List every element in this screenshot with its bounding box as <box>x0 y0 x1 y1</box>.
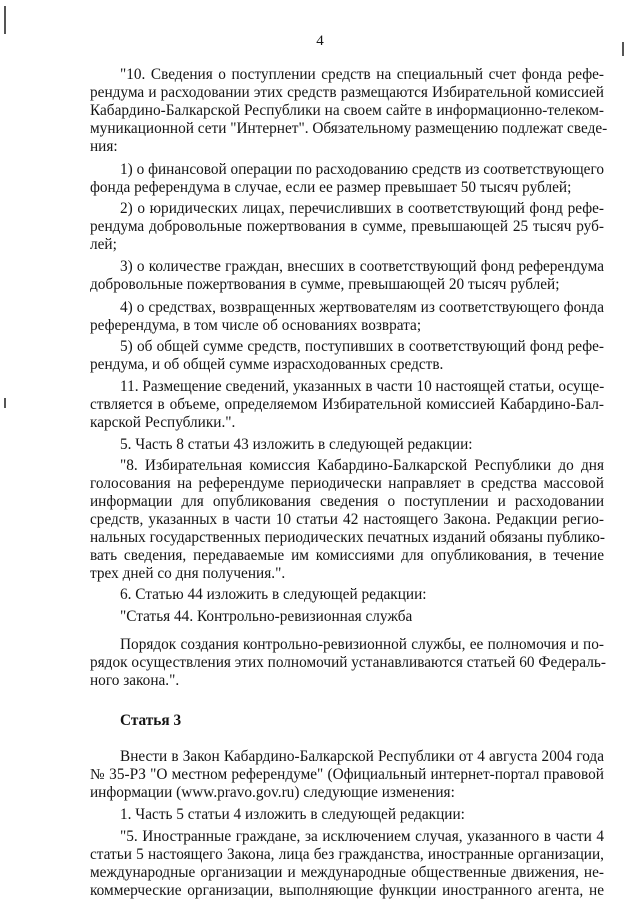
text-line: фонда референдума в случае, если ее размер превышает 50 тысяч рублей; <box>90 179 572 196</box>
text-line: голосования на референдуме периодически направляет в средства массовой <box>90 475 604 492</box>
text-line: статьи 5 настоящего Закона, лица без гражданства, иностранные организации, <box>90 846 604 863</box>
text-line: "Статья 44. Контрольно-ревизионная служба <box>120 608 413 625</box>
scan-edge-mark <box>4 398 6 408</box>
text-line: "10. Сведения о поступлении средств на специальный счет фонда рефе- <box>120 66 604 83</box>
text-line: коммерческие организации, выполняющие функции иностранного агента, не <box>90 882 604 899</box>
text-line: референдума, в том числе об основаниях возврата; <box>90 317 422 334</box>
text-line: "5. Иностранные граждане, за исключением случая, указанного в части 4 <box>120 828 604 845</box>
text-line: 1) о финансовой операции по расходованию средств из соответствующего <box>120 161 604 178</box>
scan-edge-mark <box>4 6 6 34</box>
text-line: рендума и расходовании этих средств размещаются Избирательной комиссией <box>90 84 604 101</box>
text-line: муникационной сети "Интернет". Обязательному размещению подлежат сведе- <box>90 120 608 137</box>
section-heading: Статья 3 <box>120 712 182 729</box>
text-line: ствляется в объеме, определяемом Избирательной комиссией Кабардино-Бал- <box>90 396 604 413</box>
text-line: ния: <box>90 138 118 155</box>
text-line: средств, указанных в части 10 статьи 42 настоящего Закона. Редакции регио- <box>90 511 604 528</box>
text-line: рядок осуществления этих полномочий устанавливаются статьей 60 Федераль- <box>90 654 606 671</box>
text-line: лей; <box>90 236 117 253</box>
scan-edge-mark <box>622 42 624 56</box>
text-line: 5. Часть 8 статьи 43 изложить в следующей редакции: <box>120 436 473 453</box>
text-line: 1. Часть 5 статьи 4 изложить в следующей редакции: <box>120 806 465 823</box>
text-line: ного закона.". <box>90 672 180 689</box>
text-line: 4) о средствах, возвращенных жертвователям из соответствующего фонда <box>120 299 604 316</box>
text-line: 3) о количестве граждан, внесших в соответствующий фонд референдума <box>120 258 604 275</box>
text-line: 5) об общей сумме средств, поступивших в соответствующий фонд рефе- <box>120 338 604 355</box>
text-line: рендума добровольные пожертвования в сумме, превышающей 25 тысяч руб- <box>90 218 604 235</box>
text-line: трех дней со дня получения.". <box>90 565 286 582</box>
text-line: № 35-РЗ "О местном референдуме" (Официальный интернет-портал правовой <box>90 766 604 783</box>
text-line: 11. Размещение сведений, указанных в части 10 настоящей статьи, осуще- <box>120 378 605 395</box>
text-line: Внести в Закон Кабардино-Балкарской Республики от 4 августа 2004 года <box>120 748 604 765</box>
page-number: 4 <box>316 33 324 49</box>
text-line: информации для опубликования сведения о поступлении и расходовании <box>90 493 604 510</box>
text-line: 2) о юридических лицах, перечисливших в соответствующий фонд рефе- <box>120 200 604 217</box>
text-line: международные организации и международные общественные движения, не- <box>90 864 604 881</box>
text-line: Порядок создания контрольно-ревизионной службы, ее полномочия и по- <box>120 636 604 653</box>
text-line: карской Республики.". <box>90 414 236 431</box>
text-line: вать сведения, передаваемые им комиссиями для опубликования, в течение <box>90 547 604 564</box>
text-line: добровольные пожертвования в сумме, превышающей 20 тысяч рублей; <box>90 276 560 293</box>
text-line: "8. Избирательная комиссия Кабардино-Балкарской Республики до дня <box>120 457 604 474</box>
text-line: Кабардино-Балкарской Республики на своем сайте в информационно-телеком- <box>90 102 604 119</box>
text-line: рендума, и об общей сумме израсходованных средств. <box>90 356 444 373</box>
text-line: 6. Статью 44 изложить в следующей редакции: <box>120 586 427 603</box>
text-line: информации (www.pravo.gov.ru) следующие изменения: <box>90 784 455 801</box>
text-line: нальных государственных периодических печатных изданий обязаны публико- <box>90 529 605 546</box>
